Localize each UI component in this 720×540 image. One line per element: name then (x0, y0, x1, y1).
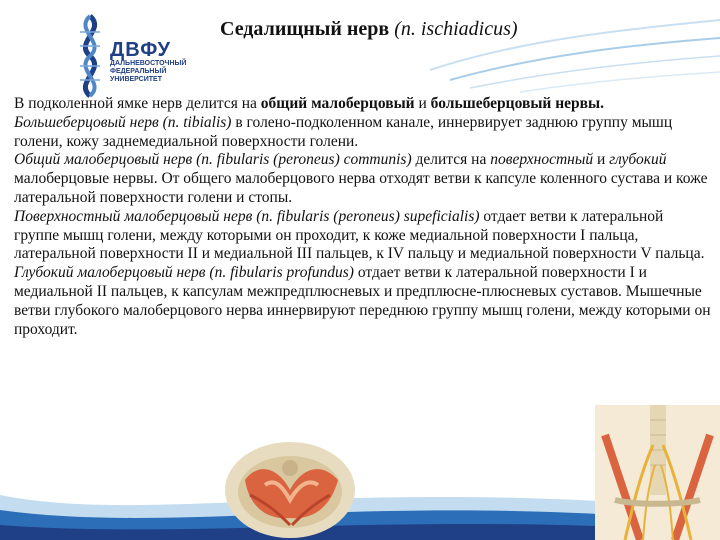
logo-text (110, 40, 186, 84)
paragraph-text-run: малоберцовые нервы. От общего малоберцового нерва отходят ветви к капсуле коленного сустава и коже латеральной поверхности голени и стопы. (14, 170, 708, 206)
paragraph-text-run: отдает ветви к латеральной группе мышц голени, между которыми он проходит, к коже медиальной поверхности I пальца, латеральной поверхности II и медиальной III пальцев, к IV пальцу и медиальной поверхности V пальца. (14, 207, 705, 263)
paragraph-text-run: большеберцовый нервы. (430, 95, 605, 112)
paragraph-text-run: Большеберцовый нерв (n. tibialis) (14, 113, 232, 131)
body-paragraph (14, 264, 712, 339)
logo-subtitle-line: ФЕДЕРАЛЬНЫЙ (110, 68, 167, 75)
paragraph-text-run: делится на (411, 151, 491, 169)
paragraph-text-run: Глубокий малоберцовый нерв (n. fibularis profundus) (14, 264, 354, 282)
paragraph-text-run: Общий малоберцовый нерв (n. fibularis (peroneus) communis) (14, 151, 412, 169)
paragraph-text-run: и (593, 151, 610, 169)
paragraph-text-run: Поверхностный малоберцовый нерв (n. fibularis (peroneus) supeficialis) (14, 207, 480, 225)
pelvis-anatomy-illustration (220, 420, 370, 540)
logo-name: ДВФУ (110, 39, 171, 61)
slide-title (220, 18, 518, 41)
body-paragraph (14, 151, 712, 207)
lumbosacral-plexus-illustration (595, 405, 720, 540)
paragraph-text-run: В подколенной ямке нерв делится на (14, 95, 261, 112)
body-paragraph (14, 95, 712, 114)
paragraph-text-run: и (414, 95, 431, 112)
paragraph-text-run: в голено-подколенном канале, иннервирует заднюю группу мышц голени, кожу заднемедиальной поверхности голени. (14, 113, 673, 150)
logo-subtitle-line: ДАЛЬНЕВОСТОЧНЫЙ (110, 60, 187, 67)
body-paragraph (14, 208, 712, 264)
slide-body-text (14, 95, 712, 339)
logo-subtitle (110, 60, 186, 84)
paragraph-text-run: глубокий (609, 151, 667, 169)
paragraph-text-run: общий малоберцовый (260, 95, 415, 112)
paragraph-text-run: отдает ветви к латеральной поверхности I и медиальной II пальцев, к капсулам межпредплюсневых и предплюсне-плюсневых суставов. Мышечные ветви глубокого малоберцового нерва иннервируют переднюю группу мышц голени, между которыми он проходит. (14, 264, 711, 338)
title-latin: (n. ischiadicus) (394, 18, 518, 40)
logo-helix-icon (70, 12, 110, 98)
body-paragraph (14, 114, 712, 152)
title-main: Седалищный нерв (220, 18, 395, 40)
logo-subtitle-line: УНИВЕРСИТЕТ (110, 76, 162, 83)
paragraph-text-run: поверхностный (490, 151, 594, 169)
